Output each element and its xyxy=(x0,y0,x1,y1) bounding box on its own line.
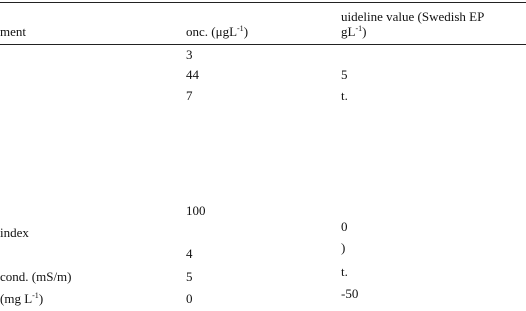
header-guideline-line1: uideline value (Swedish EP xyxy=(341,9,485,24)
table-cell-guideline: 0 xyxy=(341,219,348,234)
table-cell-conc: 3 xyxy=(186,47,193,62)
table-cell-element: (mg $L^{-1}$) xyxy=(0,291,44,306)
table-cell-guideline: 5 xyxy=(341,67,348,82)
table-cell-guideline: t. xyxy=(341,88,348,103)
table-top-rule xyxy=(0,2,526,3)
table-cell-conc: 5 xyxy=(186,269,193,284)
table-cell-guideline: -50 xyxy=(341,286,359,301)
header-concentration: onc. (μgL$^{-1}$) xyxy=(186,24,249,39)
table-cell-guideline: t. xyxy=(341,264,348,279)
table-cell-conc: 7 xyxy=(186,88,193,103)
table-cell-conc: 44 xyxy=(186,67,199,82)
table-cell-guideline: ) xyxy=(341,240,346,255)
table-cell-element: index xyxy=(0,225,29,240)
table-cell-element: cond. (mS/m) xyxy=(0,269,72,284)
table-cell-conc: 0 xyxy=(186,291,193,306)
table-header-rule xyxy=(0,44,526,45)
table-cell-conc: 100 xyxy=(186,203,206,218)
header-guideline-line2: $gL^{-1}$) xyxy=(341,24,367,39)
header-element: ment xyxy=(0,24,26,39)
table-cell-conc: 4 xyxy=(186,246,193,261)
